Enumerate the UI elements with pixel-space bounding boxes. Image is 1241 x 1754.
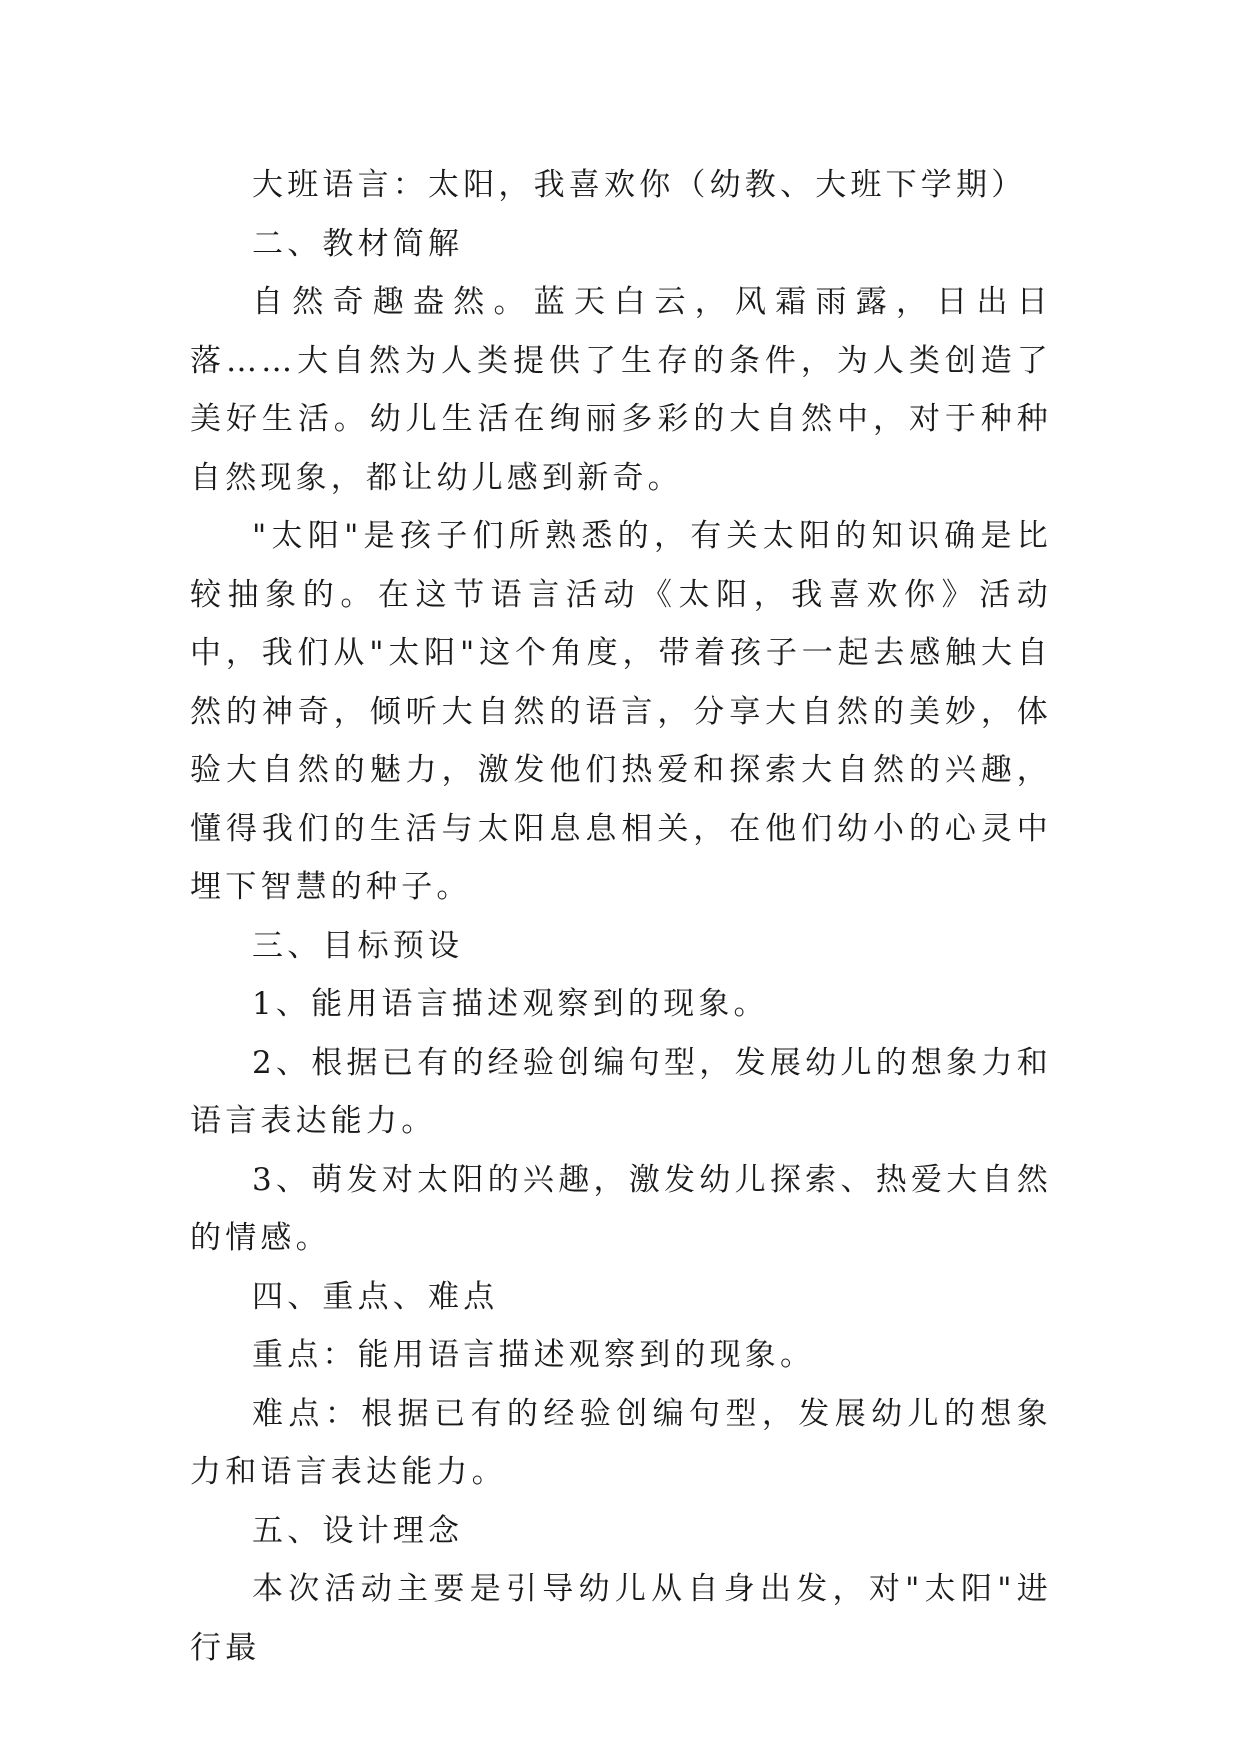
goal-item-1: 1、能用语言描述观察到的现象。: [252, 986, 769, 1022]
key-point-text: 重点：能用语言描述观察到的现象。: [252, 1337, 816, 1373]
paragraph-design-concept: 本次活动主要是引导幼儿从自身出发，对"太阳"进行最: [190, 1571, 1052, 1666]
paragraph-nature-intro: 自然奇趣盎然。蓝天白云，风霜雨露，日出日落……大自然为人类提供了生存的条件，为人类创造了美好生活。幼儿生活在绚丽多彩的大自然中，对于种种自然现象，都让幼儿感到新奇。: [190, 284, 1052, 496]
document-title: 大班语言：太阳，我喜欢你（幼教、大班下学期）: [252, 167, 1027, 203]
goal-item-3: 3、萌发对太阳的兴趣，激发幼儿探索、热爱大自然的情感。: [190, 1161, 1052, 1256]
document-body: [190, 156, 1052, 1677]
section-heading-goals: 三、目标预设: [252, 927, 464, 964]
paragraph-sun-activity: "太阳"是孩子们所熟悉的，有关太阳的知识确是比较抽象的。在这节语言活动《太阳，我喜欢你》活动中，我们从"太阳"这个角度，带着孩子一起去感触大自然的神奇，倾听大自然的语言，分享大自然的美妙，体验大自然的魅力，激发他们热爱和探索大自然的兴趣，懂得我们的生活与太阳息息相关，在他们幼小的心灵中埋下智慧的种子。: [190, 518, 1052, 905]
section-heading-design-concept: 五、设计理念: [252, 1512, 464, 1549]
section-heading-key-points: 四、重点、难点: [252, 1278, 499, 1315]
goal-item-2: 2、根据已有的经验创编句型，发展幼儿的想象力和语言表达能力。: [190, 1044, 1052, 1139]
difficulty-text: 难点：根据已有的经验创编句型，发展幼儿的想象力和语言表达能力。: [190, 1395, 1052, 1490]
section-heading-textbook-brief: 二、教材简解: [252, 225, 464, 262]
